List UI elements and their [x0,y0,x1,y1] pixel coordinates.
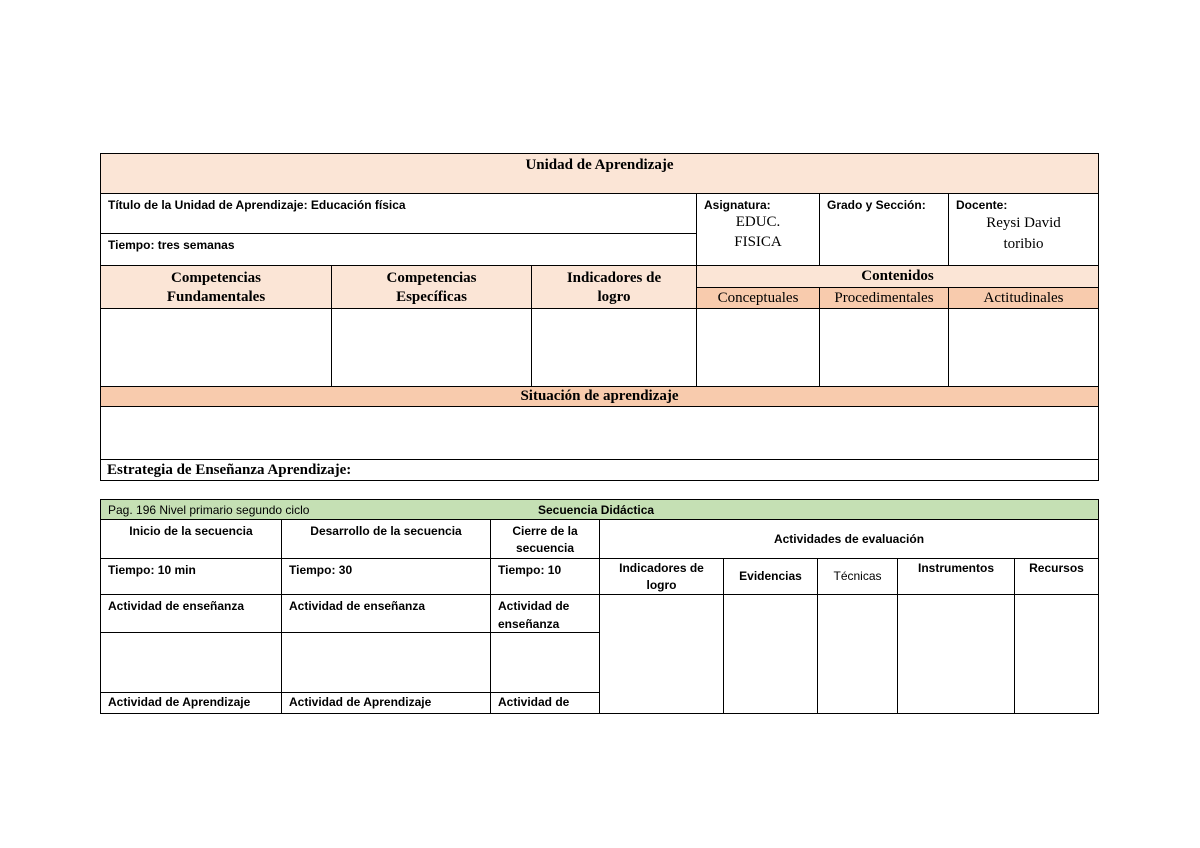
teacher-value-1: Reysi David [986,215,1061,231]
teach-activity-close-2: enseñanza [498,617,560,631]
eval-content-ind-logro[interactable] [599,594,724,714]
col-indicators-1: Indicadores de [566,270,662,286]
eval-ind-logro-2: logro [646,578,677,592]
subject-value-2: FISICA [734,234,782,250]
learn-activity-close [490,692,600,714]
unit-title: Unidad de Aprendizaje [525,157,674,173]
close-header [490,519,600,559]
teach-activity-start [100,594,282,633]
strategy-label: Estrategia de Enseñanza Aprendizaje: [107,462,352,478]
content-cell-attitudinal[interactable] [948,308,1099,387]
teacher-label: Docente: [956,198,1008,212]
eval-content-instrumentos[interactable] [897,594,1015,714]
content-cell-conceptual[interactable] [696,308,820,387]
attitudinal-label: Actitudinales [983,290,1064,306]
eval-content-tecnicas[interactable] [817,594,898,714]
grade-label: Grado y Sección: [827,198,926,212]
sequence-header [100,499,1099,520]
col-procedural [819,287,949,309]
situation-label: Situación de aprendizaje [520,388,679,404]
situation-header [100,386,1099,407]
subject-value-1: EDUC. [735,214,781,230]
learn-activity-dev-label: Actividad de Aprendizaje [289,695,432,709]
activity-content-close[interactable] [490,632,600,693]
situation-content[interactable] [100,406,1099,460]
conceptual-label: Conceptuales [717,290,799,306]
close-label-1: Cierre de la [512,524,578,538]
eval-ind-logro-header [599,558,724,595]
content-cell-indicators[interactable] [531,308,697,387]
col-conceptual [696,287,820,309]
development-label: Desarrollo de la secuencia [310,524,462,538]
time-dev-cell [281,558,491,595]
sequence-title: Secuencia Didáctica [538,503,655,517]
teach-activity-start-label: Actividad de enseñanza [108,599,245,613]
time-field [100,233,697,266]
eval-instrumentos: Instrumentos [917,561,994,575]
activity-content-start[interactable] [100,632,282,693]
activity-content-dev[interactable] [281,632,491,693]
col-attitudinal [948,287,1099,309]
eval-tecnicas-header [817,558,898,595]
sequence-table [100,499,1099,714]
learn-activity-start [100,692,282,714]
time-start-cell [100,558,282,595]
learn-activity-start-label: Actividad de Aprendizaje [108,695,251,709]
unit-title-field [100,193,697,234]
start-label: Inicio de la secuencia [129,524,253,538]
strategy-cell [100,459,1099,481]
teach-activity-close-1: Actividad de [498,599,570,613]
col-comp-fund [100,265,332,309]
contents-label: Contenidos [861,268,934,284]
time-label: Tiempo: tres semanas [108,238,235,252]
eval-content-recursos[interactable] [1014,594,1099,714]
grade-field [819,193,949,266]
unit-title-label: Título de la Unidad de Aprendizaje: Educación física [108,198,406,212]
eval-recursos: Recursos [1029,561,1084,575]
col-indicators-2: logro [597,289,631,305]
learn-activity-dev [281,692,491,714]
col-comp-esp-2: Específicas [396,289,467,305]
procedural-label: Procedimentales [834,290,934,306]
eval-label: Actividades de evaluación [773,532,925,546]
sequence-page-info: Pag. 196 Nivel primario segundo ciclo [108,503,310,517]
contents-header [696,265,1099,288]
col-comp-esp [331,265,532,309]
eval-ind-logro-1: Indicadores de [619,561,704,575]
start-header [100,519,282,559]
time-close-cell [490,558,600,595]
content-cell-procedural[interactable] [819,308,949,387]
development-header [281,519,491,559]
content-cell-comp-esp[interactable] [331,308,532,387]
teach-activity-dev-label: Actividad de enseñanza [289,599,426,613]
col-indicators [531,265,697,309]
eval-evidencias: Evidencias [739,569,802,583]
time-close: Tiempo: 10 [498,563,562,577]
close-label-2: secuencia [515,541,575,555]
subject-field [696,193,820,266]
eval-evidencias-header [723,558,818,595]
col-comp-fund-2: Fundamentales [166,289,266,305]
eval-content-evidencias[interactable] [723,594,818,714]
teach-activity-close [490,594,600,633]
time-dev: Tiempo: 30 [289,563,353,577]
unit-title-cell [100,153,1099,194]
learn-activity-close-label: Actividad de [498,695,570,709]
unit-table [100,153,1099,481]
teacher-field [948,193,1099,266]
col-comp-fund-1: Competencias [171,270,261,286]
teacher-value-2: toribio [1003,236,1044,252]
time-start: Tiempo: 10 min [108,563,196,577]
eval-header [599,519,1099,559]
eval-tecnicas: Técnicas [833,569,882,583]
eval-instrumentos-header [897,558,1015,595]
col-comp-esp-1: Competencias [386,270,477,286]
eval-recursos-header [1014,558,1099,595]
content-cell-comp-fund[interactable] [100,308,332,387]
subject-label: Asignatura: [704,198,771,212]
teach-activity-dev [281,594,491,633]
